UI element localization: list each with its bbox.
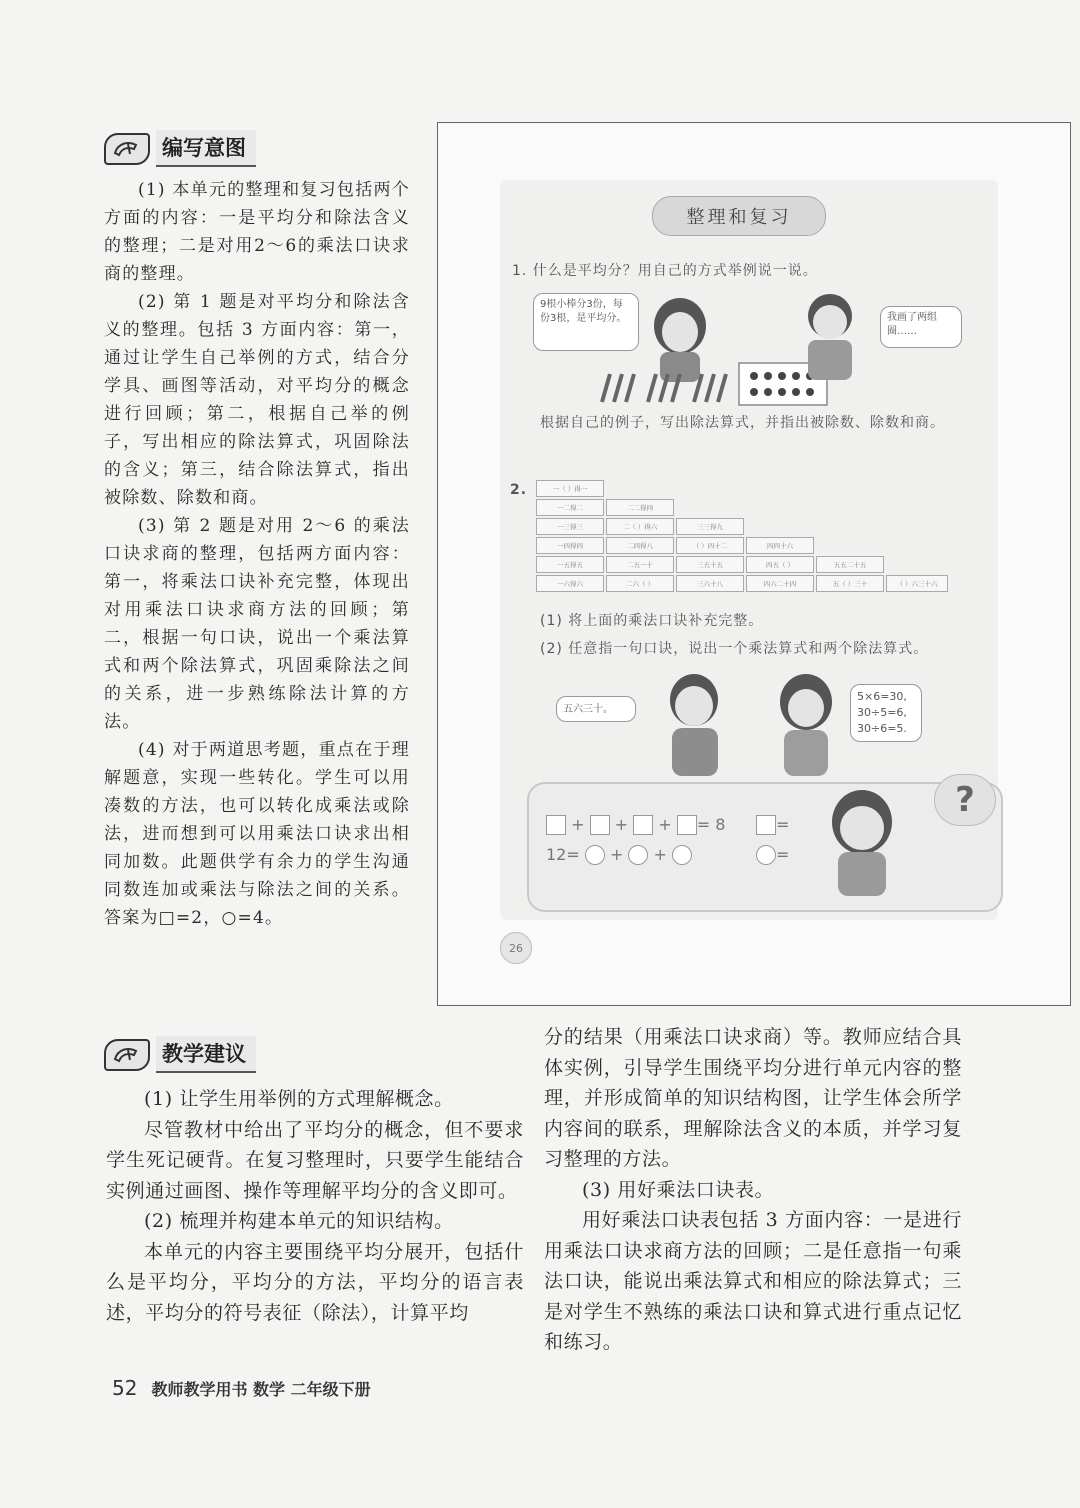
table-row bbox=[536, 575, 948, 592]
textbook-page-number: 26 bbox=[500, 932, 532, 964]
page-footer bbox=[112, 1376, 371, 1400]
table-cell: 一五得五 bbox=[536, 556, 604, 573]
teaching-right-column bbox=[544, 1022, 962, 1358]
circle-blank-icon bbox=[756, 845, 776, 865]
equation-line: 30÷6=5. bbox=[857, 722, 907, 735]
intent-paragraph-4: (4) 对于两道思考题，重点在于理解题意，实现一些转化。学生可以用凑数的方法，也可以转化成乘法或除法，进而想到可以用乘法口诀求出相同加数。此题供学有余力的学生沟通同数连加或乘法与除法之间的关系。答案为□=2，○=4。 bbox=[104, 740, 410, 928]
circle-blank-icon bbox=[672, 845, 692, 865]
section-header-intent bbox=[104, 130, 256, 167]
table-cell: （ ）四十二 bbox=[676, 537, 744, 554]
table-row bbox=[536, 480, 606, 497]
circle-blank-icon bbox=[628, 845, 648, 865]
textbook-question-2-1: (1) 将上面的乘法口诀补充完整。 bbox=[540, 613, 764, 629]
intent-paragraph-3: (3) 第 2 题是对用 2～6 的乘法口诀求商的整理，包括两方面内容：第一，将乘法口诀补充完整，体现出对用乘法口诀求商方法的回顾；第二，根据一句口诀，说出一个乘法算式和两个除法算式，巩固乘除法之间的关系，进一步熟练除法计算的方法。 bbox=[104, 516, 410, 732]
square-blank-icon bbox=[633, 815, 653, 835]
think-eq2-prefix: 12= bbox=[546, 845, 580, 864]
square-blank-icon bbox=[677, 815, 697, 835]
table-cell: 五五二十五 bbox=[816, 556, 884, 573]
table-cell: 一三得三 bbox=[536, 518, 604, 535]
table-cell: （ ）六三十六 bbox=[886, 575, 948, 592]
textbook-question-2-2: (2) 任意指一句口诀，说出一个乘法算式和两个除法算式。 bbox=[540, 641, 929, 657]
footer-page-number: 52 bbox=[112, 1376, 138, 1400]
table-cell: 四六二十四 bbox=[746, 575, 814, 592]
table-row bbox=[536, 499, 676, 516]
intent-paragraph-2: (2) 第 1 题是对平均分和除法含义的整理。包括 3 方面内容：第一，通过让学生自己举例的方式，结合分学具、画图等活动，对平均分的概念进行回顾；第二，根据自己举的例子，写出相应的除法算式，巩固除法的含义；第三，结合除法算式，指出被除数、除数和商。 bbox=[104, 292, 410, 508]
speech-bubble-equations bbox=[850, 684, 922, 742]
table-cell: 一四得四 bbox=[536, 537, 604, 554]
table-cell: 二六（ ） bbox=[606, 575, 674, 592]
table-cell: 二五一十 bbox=[606, 556, 674, 573]
equation-line: 5×6=30, bbox=[857, 690, 907, 703]
table-cell: 三六十八 bbox=[676, 575, 744, 592]
table-cell: 三三得九 bbox=[676, 518, 744, 535]
square-blank-icon bbox=[546, 815, 566, 835]
speech-bubble-girl: 9根小棒分3份，每份3根，是平均分。 bbox=[533, 293, 639, 351]
table-cell: 二四得八 bbox=[606, 537, 674, 554]
table-row bbox=[536, 556, 886, 573]
section-title: 教学建议 bbox=[156, 1036, 256, 1073]
think-answer-square: = bbox=[756, 814, 789, 835]
table-row bbox=[536, 537, 816, 554]
teaching-paragraph: 分的结果（用乘法口诀求商）等。教师应结合具体实例，引导学生围绕平均分进行单元内容的整理，并形成简单的知识结构图，让学生体会所学内容间的联系，理解除法含义的本质，并学习复习整理的方法。 bbox=[544, 1026, 962, 1170]
teaching-paragraph: (1) 让学生用举例的方式理解概念。 bbox=[144, 1088, 454, 1110]
textbook-question-1: 1. 什么是平均分？用自己的方式举例说一说。 bbox=[512, 263, 818, 279]
section-title: 编写意图 bbox=[156, 130, 256, 167]
table-cell: 一六得六 bbox=[536, 575, 604, 592]
think-equation-2: 12= + + bbox=[546, 844, 692, 865]
teaching-paragraph: (3) 用好乘法口诀表。 bbox=[582, 1178, 775, 1201]
table-cell: 一二得二 bbox=[536, 499, 604, 516]
intent-text-block bbox=[104, 176, 410, 932]
pen-hand-icon bbox=[104, 1039, 150, 1071]
textbook-banner: 整理和复习 bbox=[652, 196, 826, 236]
table-cell: 三五十五 bbox=[676, 556, 744, 573]
table-cell: 一（ ）得一 bbox=[536, 480, 604, 497]
footer-book-title: 教师教学用书 数学 二年级下册 bbox=[151, 1380, 371, 1399]
table-cell: 四四十六 bbox=[746, 537, 814, 554]
sticks-icon bbox=[592, 370, 732, 406]
square-blank-icon bbox=[590, 815, 610, 835]
table-row bbox=[536, 518, 746, 535]
textbook-question-2-number: 2. bbox=[510, 482, 528, 498]
question-mark-bubble: ? bbox=[934, 774, 996, 826]
teaching-paragraph: 本单元的内容主要围绕平均分展开，包括什么是平均分，平均分的方法，平均分的语言表述，平均分的符号表征（除法），计算平均 bbox=[106, 1240, 524, 1324]
table-cell: 五（ ）三十 bbox=[816, 575, 884, 592]
intent-paragraph-1: (1) 本单元的整理和复习包括两个方面的内容：一是平均分和除法含义的整理；二是对用2～6的乘法口诀求商的整理。 bbox=[104, 180, 410, 284]
boy-figure-2-icon bbox=[650, 668, 740, 780]
girl-thinking-figure-icon bbox=[812, 782, 912, 898]
teaching-paragraph: 尽管教材中给出了平均分的概念，但不要求学生死记硬背。在复习整理时，只要学生能结合实例通过画图、操作等理解平均分的含义即可。 bbox=[106, 1118, 524, 1202]
boy-figure-icon bbox=[790, 288, 870, 384]
multiplication-table bbox=[536, 480, 976, 600]
table-cell: 二二得四 bbox=[606, 499, 674, 516]
equation-line: 30÷5=6, bbox=[857, 706, 907, 719]
textbook-question-1-follow: 根据自己的例子，写出除法算式，并指出被除数、除数和商。 bbox=[540, 415, 945, 431]
table-cell: 二（ ）得六 bbox=[606, 518, 674, 535]
think-equation-1: + + + = 8 bbox=[546, 814, 725, 835]
speech-bubble-multiplication: 五六三十。 bbox=[556, 696, 636, 722]
square-blank-icon bbox=[756, 815, 776, 835]
table-cell: 四五（ ） bbox=[746, 556, 814, 573]
teaching-paragraph: 用好乘法口诀表包括 3 方面内容：一是进行用乘法口诀求商方法的回顾；二是任意指一句乘法口诀，能说出乘法算式和相应的除法算式；三是对学生不熟练的乘法口诀和算式进行重点记忆和练习。 bbox=[544, 1209, 962, 1353]
teaching-paragraph: (2) 梳理并构建本单元的知识结构。 bbox=[144, 1210, 454, 1232]
think-eq1-result: = 8 bbox=[696, 815, 726, 834]
girl-figure-2-icon bbox=[766, 668, 846, 780]
teaching-left-column bbox=[106, 1084, 524, 1328]
think-answer-circle: = bbox=[756, 844, 789, 865]
speech-bubble-boy: 我画了两组圈…… bbox=[880, 306, 962, 348]
pen-hand-icon bbox=[104, 133, 150, 165]
circle-blank-icon bbox=[585, 845, 605, 865]
section-header-teaching bbox=[104, 1036, 256, 1073]
